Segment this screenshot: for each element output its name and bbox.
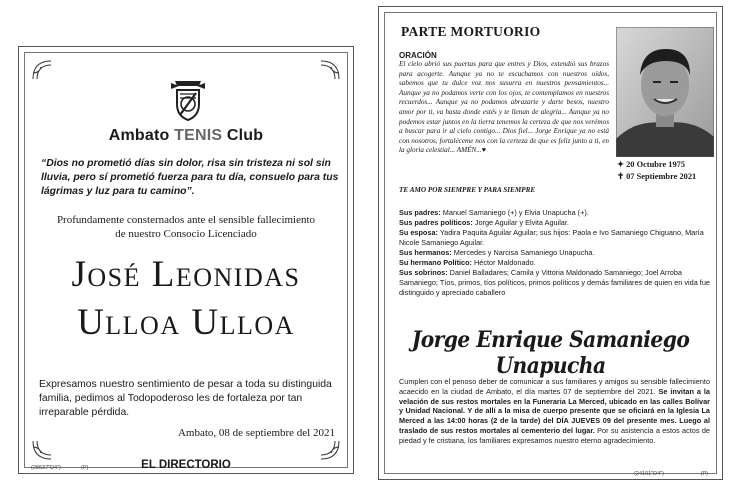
signature: EL DIRECTORIO [141, 459, 231, 471]
obituary-notice [378, 6, 723, 480]
sympathy-text: Expresamos nuestro sentimiento de pesar a toda su distinguida familia, pedimos al Todopoderoso les de fortaleza por tan irreparable pérdida. [39, 379, 332, 418]
place-date: Ambato, 08 de septiembre del 2021 [177, 427, 335, 439]
ornament-corner-icon [31, 59, 53, 81]
death-date: ✝ 07 Septiembre 2021 [617, 172, 697, 181]
deceased-name-script: Jorge Enrique Samaniego Unapucha [411, 327, 690, 379]
ad-code: (28637"D4") [31, 465, 61, 471]
birth-date: ✦ 20 Octubre 1975 [617, 160, 686, 169]
ornament-corner-icon [319, 59, 341, 81]
ornament-corner-icon [31, 439, 53, 461]
prayer-dedication: TE AMO POR SIEMPRE Y PARA SIEMPRE [399, 186, 536, 194]
relatives-item: Sus padres: Manuel Samaniego (+) y Elvia Unapucha (+). [399, 208, 589, 217]
relatives-item: Su hermano Político: Héctor Maldonado. [399, 258, 536, 267]
quote-text: “Dios no prometió días sin dolor, risa sin tristeza ni sol sin lluvia, pero sí prometió fuerza para tu día, consuelo para tus lágrimas y luz para tu camino”. [41, 158, 339, 197]
condolence-text: Profundamente consternados ante el sensible fallecimiento de nuestro Consocio Licenciado [56, 214, 316, 240]
deceased-name-line1: José Leonidas [71, 254, 301, 295]
deceased-photo [616, 27, 714, 157]
relatives-list [399, 208, 710, 298]
ad-code-p: (P) [81, 465, 89, 471]
relatives-item: Sus padres políticos: Jorge Aguilar y Elvita Aguilar. [399, 218, 569, 227]
ornament-corner-icon [319, 439, 341, 461]
relatives-item: Sus hermanos: Mercedes y Narcisa Samaniego Unapucha. [399, 248, 595, 257]
club-name: Ambato TENIS Club [108, 127, 264, 144]
relatives-item: Sus sobrinos: Daniel Balladares; Camila y Vittoria Maldonado Samaniego; Joel Arroba Samaniego; Tíos, primos, tíos políticos, primos políticos y demás familiares de quien en vida fue distinguido y apreciado caballero [399, 268, 710, 297]
notice-title: PARTE MORTUORIO [401, 24, 541, 39]
life-dates [617, 159, 696, 183]
tennis-club-notice [18, 46, 354, 474]
announcement-text: Cumplen con el penoso deber de comunicar a sus familiares y amigos su sensible fallecimiento acaecido en la ciudad de Ambato, el día martes 07 de septiembre del 2021. Se invitan a la velación de sus restos mortales en la Funeraria La Merced, ubicado en las calles Bolívar y Unidad Nacional. Y de allí a la misa de cuerpo presente que se oficiará en la Iglesia La Merced a las 14:00 horas (2 de la tarde) del DÍA JUEVES 09 del presente mes. Luego al traslado de sus restos mortales al cementerio del lugar. Por su asistencia a estos actos de piedad y fe cristiana, los familiares expresamos nuestro eterno agradecimiento. [399, 377, 710, 445]
prayer-heading: ORACIÓN [399, 51, 437, 60]
deceased-name-line2: Ulloa Ulloa [77, 302, 295, 343]
prayer-text: El cielo abrió sus puertas para que entres y Dios, extendió sus brazos para acogerte. Aunque ya no te escuchamos con nuestros oídos, sabemos que tu dulce voz nos susurra en nuestros pensamientos... Aunque ya no podamos verte con los ojos, te contemplamos en nuestros recuerdos... Aunque ya no podamos abrazarte y darte besos, nuestro amor por ti, va hasta donde estés y te llenan de alegría... Aunque ya no podemos estar juntos en la tierra tenemos la certeza de que nos verémos a buscar para ir al cielo contigo... Dios fiel... Jorge Enrique ya no está con nosotros, fortaléceme nos con la certeza de que es feliz junto a ti, en la gloria celestial... AMÉN...♥ [399, 60, 609, 155]
ad-code-p: (P) [700, 471, 708, 477]
ad-code: (24101"D4") [634, 471, 664, 477]
club-logo-icon [169, 77, 207, 123]
relatives-item: Su esposa: Yadira Paquita Aguilar Aguilar; sus hijos: Paola e Ivo Samaniego Chiguano, María Nicole Samaniego Aguilar. [399, 228, 704, 247]
